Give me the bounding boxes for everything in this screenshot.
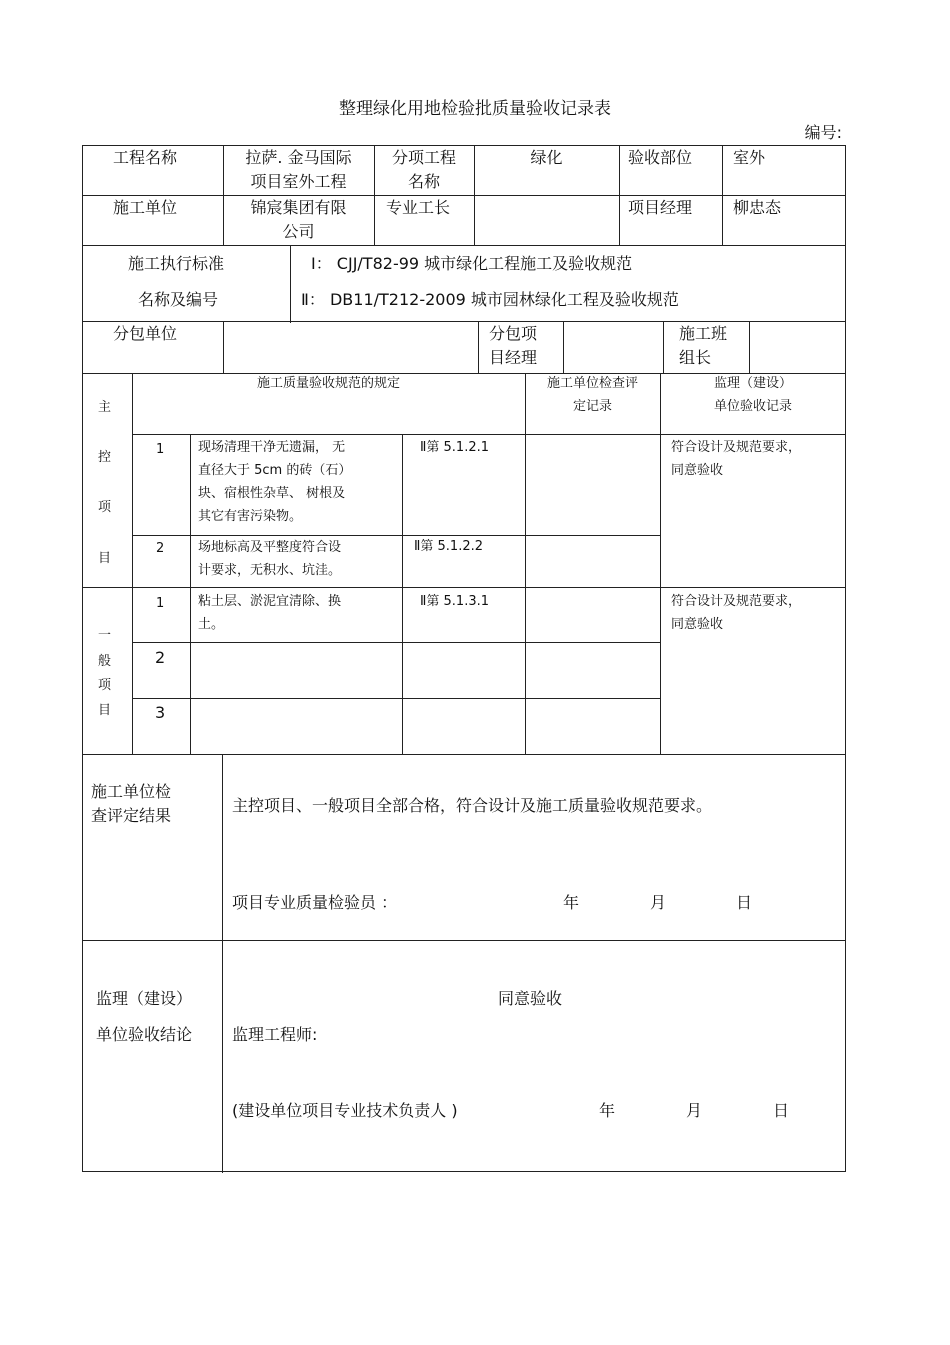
date-year: 年 [563,893,580,912]
standard-label-line2: 名称及编号 [138,290,219,309]
general-group-char: 一 [98,628,112,643]
unit-check-header-line: 施工单位检查评 [546,376,638,391]
team-leader-label [679,322,727,370]
inspection-table [82,321,846,1172]
description-line: 粘土层、淤泥宜清除、换 [198,594,342,609]
general-item-number: 1 [156,596,165,611]
col-divider [402,434,403,754]
subitem-label-line: 名称 [407,172,440,191]
col-divider [563,322,564,373]
subitem-label-line: 分项工程 [391,148,456,167]
subitem-name-value: 绿化 [530,148,563,167]
unit-check-column-header [525,372,660,418]
result-line: 符合设计及规范要求， [671,440,802,455]
supervisor-conclusion-label-line2: 单位验收结论 [96,1025,193,1044]
date-day: 日 [773,1101,790,1120]
date-year: 年 [599,1101,616,1120]
supervisor-header-line: 单位验收记录 [713,399,792,414]
result-line: 同意验收 [671,463,724,478]
subcontract-unit-label: 分包单位 [113,324,178,343]
description-line: 土。 [198,617,225,632]
project-manager-label: 项目经理 [628,198,693,217]
col-divider [663,322,664,373]
description-line: 块、宿根性杂草、 树根及 [198,486,346,501]
date-month: 月 [650,893,667,912]
row-divider [83,587,845,588]
sub-pm-line: 目经理 [489,348,538,367]
row-divider [132,642,660,643]
project-info-table [82,145,846,322]
supervisor-column-header [660,372,846,418]
general-item-number: 3 [155,703,166,722]
main-group-char: 控 [98,450,112,465]
general-group-char: 般 [98,654,112,669]
quality-inspector-label: 项目专业质量检验员 ： [232,893,398,912]
description-line: 场地标高及平整度符合设 [198,540,342,555]
general-group-char: 目 [98,703,112,718]
main-item-description [198,436,351,528]
supervisor-conclusion-label-line1: 监理（建设） [96,989,193,1008]
row-divider [83,940,845,941]
main-item-number: 2 [156,541,165,556]
acceptance-part-label: 验收部位 [628,148,693,167]
general-items-result [671,590,801,636]
standard-2: Ⅱ： DB11/T212-2009 城市园林绿化工程及验收规范 [301,290,679,309]
construction-unit-line: 公司 [282,222,315,241]
technical-lead-label: (建设单位项目专业技术负责人 ) [232,1101,458,1120]
acceptance-part-value: 室外 [733,148,766,167]
main-items-result [671,436,801,482]
document-number-label: 编号: [804,123,842,142]
row-divider [83,195,845,196]
foreman-label: 专业工长 [386,198,451,217]
unit-conclusion-label-line: 施工单位检 [91,782,172,801]
project-name-line: 项目室外工程 [250,172,347,191]
project-manager-value: 柳忠态 [733,198,782,217]
unit-conclusion-label-line: 查评定结果 [91,806,172,825]
project-name-value [223,146,374,194]
general-item-description [198,590,341,636]
spec-column-header: 施工质量验收规范的规定 [256,376,400,391]
date-day: 日 [736,893,753,912]
col-divider [478,322,479,373]
standard-1: Ⅰ： CJJ/T82-99 城市绿化工程施工及验收规范 [311,254,633,273]
result-line: 同意验收 [671,617,724,632]
col-divider [290,245,291,323]
main-item-clause: Ⅱ第 5.1.2.1 [420,440,490,455]
row-divider [132,434,846,435]
document-title: 整理绿化用地检验批质量验收记录表 [339,99,611,119]
standard-label-line1: 施工执行标准 [128,254,225,273]
team-leader-line: 组长 [679,348,712,367]
description-line: 其它有害污染物。 [198,509,303,524]
supervising-engineer-label: 监理工程师: [232,1025,318,1044]
general-item-clause: Ⅱ第 5.1.3.1 [420,594,490,609]
supervisor-header-line: 监理（建设） [713,376,792,391]
col-divider [223,322,224,373]
subitem-name-label [374,146,474,194]
row-divider [83,245,845,246]
construction-unit-value [223,196,374,244]
general-item-number: 2 [155,648,166,667]
project-name-line: 拉萨. 金马国际 [245,148,352,167]
unit-conclusion-text: 主控项目、一般项目全部合格，符合设计及施工质量验收规范要求。 [232,796,713,815]
unit-conclusion-label [91,780,171,828]
main-item-description [198,536,341,582]
col-divider [190,434,191,754]
general-group-char: 项 [98,678,112,693]
col-divider [222,754,223,1173]
construction-unit-line: 锦宸集团有限 [250,198,347,217]
main-item-clause: Ⅱ第 5.1.2.2 [414,539,484,554]
description-line: 计要求，无积水、坑洼。 [198,563,342,578]
col-divider [660,373,661,754]
project-name-label: 工程名称 [113,148,178,167]
sub-pm-label [489,322,537,370]
date-month: 月 [686,1101,703,1120]
col-divider [132,373,133,754]
construction-unit-label: 施工单位 [113,198,178,217]
row-divider [132,698,660,699]
col-divider [749,322,750,373]
main-group-char: 目 [98,551,112,566]
col-divider [525,373,526,754]
col-divider [722,146,723,245]
main-item-number: 1 [156,442,165,457]
description-line: 直径大于 5cm 的砖（石） [198,463,352,478]
result-line: 符合设计及规范要求， [671,594,802,609]
sub-pm-line: 分包项 [489,324,538,343]
team-leader-line: 施工班 [679,324,728,343]
description-line: 现场清理干净无遗漏， 无 [198,440,346,455]
col-divider [619,146,620,245]
main-group-char: 项 [98,500,112,515]
supervisor-conclusion-text: 同意验收 [498,989,563,1008]
unit-check-header-line: 定记录 [572,399,612,414]
row-divider [83,754,845,755]
main-group-char: 主 [98,400,112,415]
